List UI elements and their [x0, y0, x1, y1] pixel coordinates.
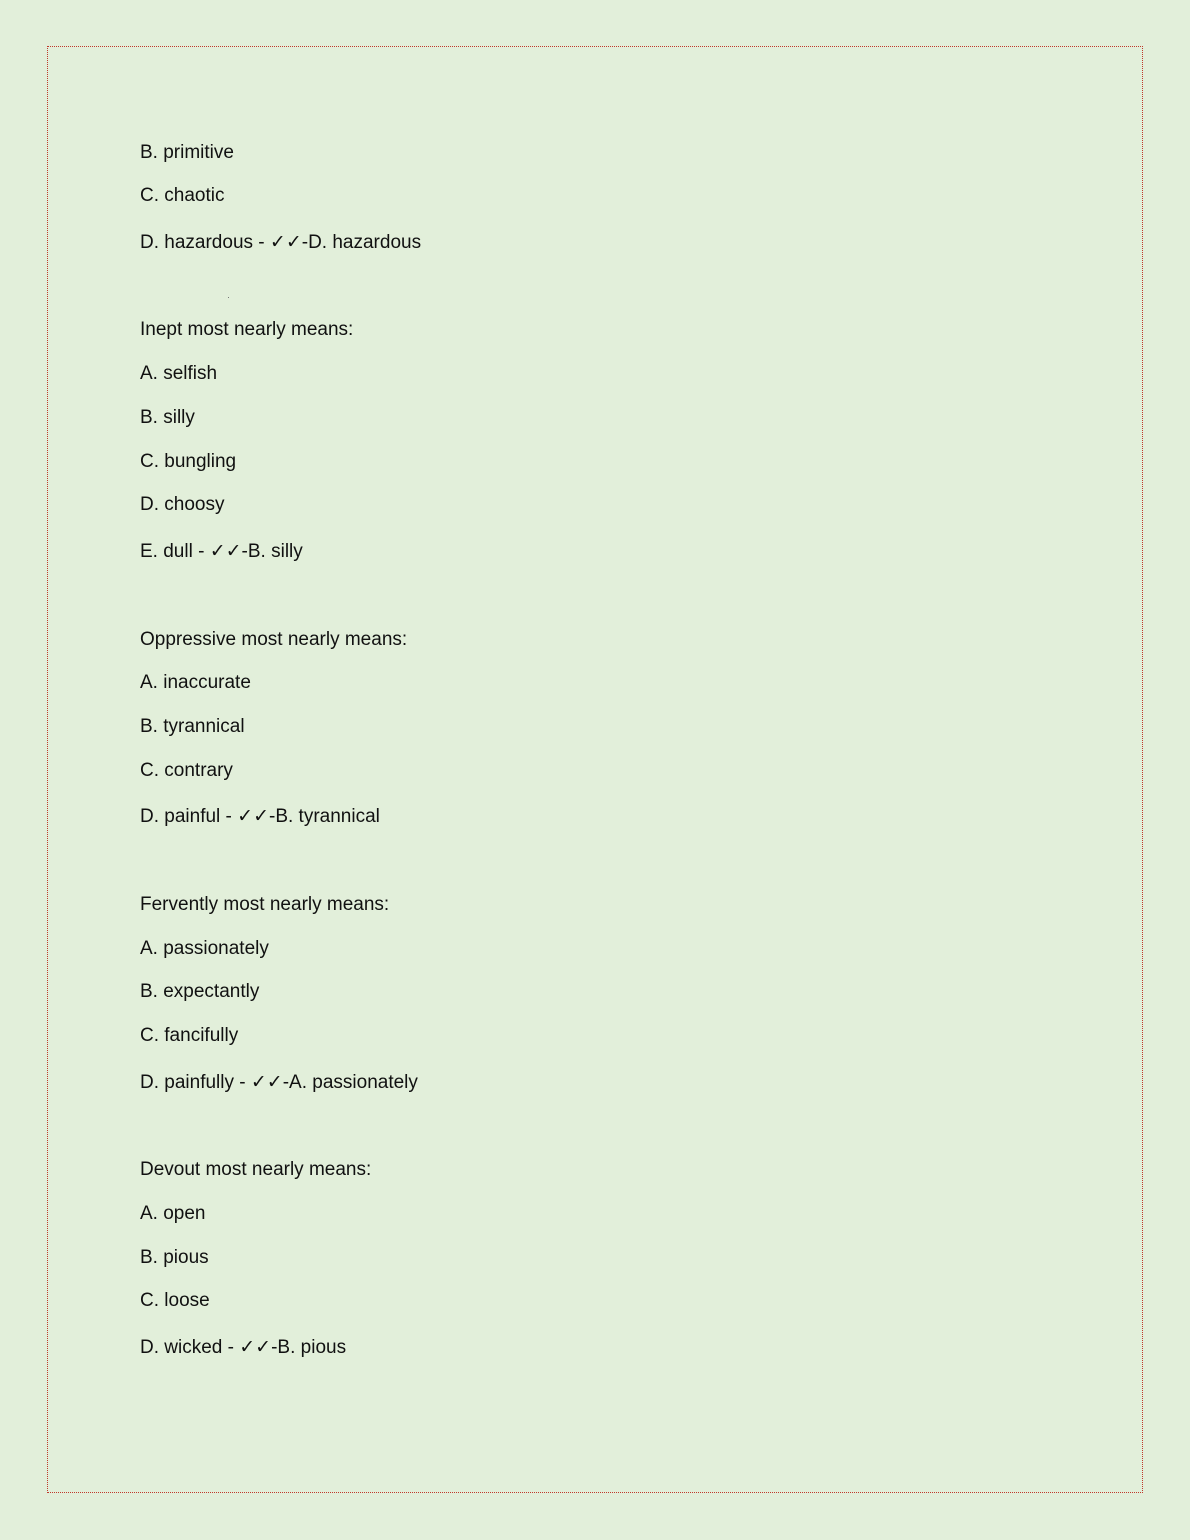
answer-option: C. bungling [140, 451, 237, 472]
answer-line: D. hazardous - ✓✓-D. hazardous [140, 232, 422, 253]
checkmark-icon: ✓✓ [250, 1072, 283, 1093]
answer-option: D. choosy [140, 494, 225, 515]
question-text: Oppressive most nearly means: [140, 629, 408, 650]
answer-option: B. silly [140, 407, 195, 428]
answer-option: C. fancifully [140, 1025, 239, 1046]
stray-dot [228, 297, 229, 298]
answer-option: C. chaotic [140, 185, 225, 206]
checkmark-icon: ✓✓ [209, 541, 242, 562]
answer-line: D. painful - ✓✓-B. tyrannical [140, 806, 380, 827]
answer-option: A. inaccurate [140, 672, 251, 693]
answer-option: A. open [140, 1203, 206, 1224]
answer-line: E. dull - ✓✓-B. silly [140, 541, 303, 562]
answer-option: B. tyrannical [140, 716, 245, 737]
answer-option: B. pious [140, 1247, 209, 1268]
answer-option: C. loose [140, 1290, 210, 1311]
checkmark-icon: ✓✓ [269, 232, 302, 253]
checkmark-icon: ✓✓ [239, 1337, 272, 1358]
question-text: Fervently most nearly means: [140, 894, 390, 915]
answer-option: B. primitive [140, 142, 234, 163]
answer-option: C. contrary [140, 760, 233, 781]
answer-option: B. expectantly [140, 981, 260, 1002]
question-text: Devout most nearly means: [140, 1159, 372, 1180]
answer-option: A. passionately [140, 938, 269, 959]
answer-option: A. selfish [140, 363, 218, 384]
question-text: Inept most nearly means: [140, 319, 354, 340]
answer-line: D. painfully - ✓✓-A. passionately [140, 1072, 418, 1093]
checkmark-icon: ✓✓ [237, 806, 269, 827]
answer-line: D. wicked - ✓✓-B. pious [140, 1337, 347, 1358]
